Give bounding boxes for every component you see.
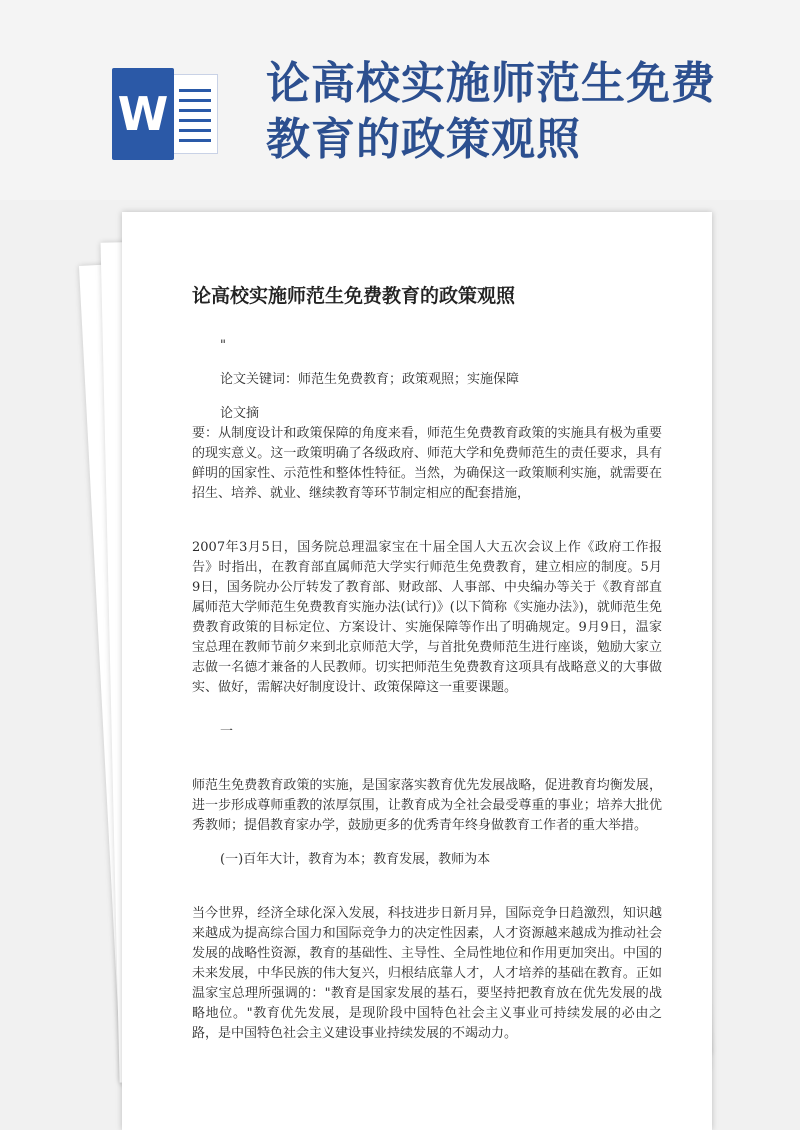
keywords-line: 论文关键词：师范生免费教育；政策观照；实施保障 — [220, 372, 520, 387]
banner — [0, 0, 800, 200]
banner-title-line2: 教育的政策观照 — [266, 114, 581, 165]
word-document-icon — [112, 68, 220, 160]
banner-title — [266, 56, 786, 168]
quote-mark: " — [220, 338, 226, 353]
abstract-body: 要：从制度设计和政策保障的角度来看，师范生免费教育政策的实施具有极为重要的现实意义。这一政策明确了各级政府、师范大学和免费师范生的责任要求，具有鲜明的国家性、示范性和整体性特征。当然，为确保这一政策顺利实施，就需要在招生、培养、就业、继续教育等环节制定相应的配套措施， — [192, 426, 662, 501]
paragraph: 2007年3月5日，国务院总理温家宝在十届全国人大五次会议上作《政府工作报告》时指出，在教育部直属师范大学实行师范生免费教育，建立相应的制度。5月9日，国务院办公厅转发了教育部、财政部、人事部、中央编办等关于《教育部直属师范大学师范生免费教育实施办法(试行)》(以下简称《实施办法》)，就师范生免费教育政策的目标定位、方案设计、实施保障等作出了明确规定。9月9日，温家宝总理在教师节前夕来到北京师范大学，与首批免费师范生进行座谈，勉励大家立志做一名德才兼备的人民教师。切实把师范生免费教育这项具有战略意义的大事做实、做好，需解决好制度设计、政策保障这一重要课题。 — [192, 540, 662, 695]
subheading: (一)百年大计，教育为本；教育发展，教师为本 — [220, 852, 491, 867]
section-mark: 一 — [220, 724, 234, 739]
word-icon-badge: W — [112, 68, 174, 160]
document-page — [122, 212, 712, 1130]
paragraph: 当今世界，经济全球化深入发展，科技进步日新月异，国际竞争日趋激烈，知识越来越成为提高综合国力和国际竞争力的决定性因素，人才资源越来越成为推动社会发展的战略性资源，教育的基础性、主导性、全局性地位和作用更加突出。中国的未来发展，中华民族的伟大复兴，归根结底靠人才，人才培养的基础在教育。正如温家宝总理所强调的："教育是国家发展的基石，要坚持把教育放在优先发展的战略地位。"教育优先发展，是现阶段中国特色社会主义事业可持续发展的必由之路，是中国特色社会主义建设事业持续发展的不竭动力。 — [192, 906, 662, 1041]
banner-title-line1: 论高校实施师范生免费 — [266, 58, 716, 109]
abstract-label: 论文摘 — [220, 406, 260, 421]
document-title: 论高校实施师范生免费教育的政策观照 — [192, 285, 516, 307]
paragraph: 师范生免费教育政策的实施，是国家落实教育优先发展战略，促进教育均衡发展，进一步形成尊师重教的浓厚氛围，让教育成为全社会最受尊重的事业；培养大批优秀教师；提倡教育家办学，鼓励更多的优秀青年终身做教育工作者的重大举措。 — [192, 778, 662, 833]
